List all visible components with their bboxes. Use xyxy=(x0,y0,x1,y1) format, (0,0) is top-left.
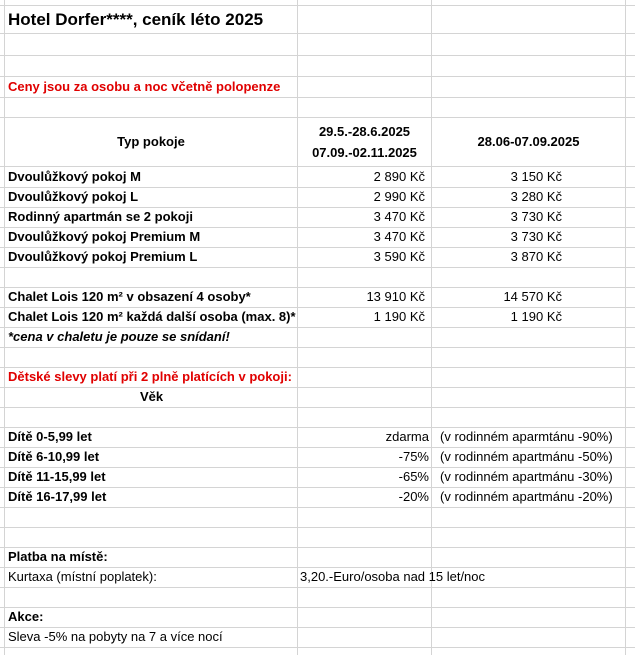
chalet-price-season2: 14 570 Kč xyxy=(503,289,562,304)
chalet-price-season2: 1 190 Kč xyxy=(510,309,562,324)
room-price-season1: 2 890 Kč xyxy=(373,169,425,184)
room-price-season1: 3 470 Kč xyxy=(373,229,425,244)
season2-header: 28.06-07.09.2025 xyxy=(477,134,580,149)
chalet-note: *cena v chaletu je pouze se snídaní! xyxy=(8,329,230,344)
room-price-season2: 3 730 Kč xyxy=(510,229,562,244)
actions-heading: Akce: xyxy=(8,609,44,624)
page-title: Hotel Dorfer****, ceník léto 2025 xyxy=(8,10,264,29)
season1-header-line2: 07.09.-02.11.2025 xyxy=(312,145,417,160)
room-name: Dvoulůžkový pokoj M xyxy=(8,169,141,184)
room-price-season2: 3 730 Kč xyxy=(510,209,562,224)
room-price-season2: 3 150 Kč xyxy=(510,169,562,184)
room-name: Dvoulůžkový pokoj Premium M xyxy=(8,229,201,244)
season1-header-line1: 29.5.-28.6.2025 xyxy=(318,124,411,139)
child-apartment-discount: (v rodinném apartmánu -20%) xyxy=(440,489,613,504)
child-apartment-discount: (v rodinném apartmánu -30%) xyxy=(440,469,613,484)
chalet-price-season1: 13 910 Kč xyxy=(366,289,425,304)
kurtaxa-value: 3,20.-Euro/osoba nad 15 let/noc xyxy=(300,569,486,584)
child-discount: -65% xyxy=(398,469,429,484)
room-price-season1: 3 470 Kč xyxy=(373,209,425,224)
child-discount: -20% xyxy=(398,489,429,504)
room-name: Dvoulůžkový pokoj Premium L xyxy=(8,249,198,264)
child-age: Dítě 11-15,99 let xyxy=(8,469,106,484)
child-age: Dítě 6-10,99 let xyxy=(8,449,100,464)
actions-item: Sleva -5% na pobyty na 7 a více nocí xyxy=(8,629,223,644)
room-name: Dvoulůžkový pokoj L xyxy=(8,189,139,204)
room-price-season2: 3 870 Kč xyxy=(510,249,562,264)
room-price-season2: 3 280 Kč xyxy=(510,189,562,204)
age-label: Věk xyxy=(140,389,164,404)
room-type-header: Typ pokoje xyxy=(117,134,185,149)
kurtaxa-label: Kurtaxa (místní poplatek): xyxy=(8,569,157,584)
child-age: Dítě 0-5,99 let xyxy=(8,429,92,444)
payment-heading: Platba na místě: xyxy=(8,549,108,564)
room-price-season1: 3 590 Kč xyxy=(373,249,425,264)
room-name: Rodinný apartmán se 2 pokoji xyxy=(8,209,193,224)
child-discount: zdarma xyxy=(385,429,429,444)
chalet-price-season1: 1 190 Kč xyxy=(373,309,425,324)
child-apartment-discount: (v rodinném aparmtánu -90%) xyxy=(440,429,613,444)
child-age: Dítě 16-17,99 let xyxy=(8,489,107,504)
room-price-season1: 2 990 Kč xyxy=(373,189,425,204)
children-discount-heading: Dětské slevy platí při 2 plně platících v pokoji: xyxy=(8,369,292,384)
chalet-name: Chalet Lois 120 m² v obsazení 4 osoby* xyxy=(8,289,251,304)
chalet-name: Chalet Lois 120 m² každá další osoba (max. 8)* xyxy=(8,309,296,324)
child-discount: -75% xyxy=(398,449,429,464)
price-note: Ceny jsou za osobu a noc včetně polopenze xyxy=(8,79,281,94)
child-apartment-discount: (v rodinném apartmánu -50%) xyxy=(440,449,613,464)
